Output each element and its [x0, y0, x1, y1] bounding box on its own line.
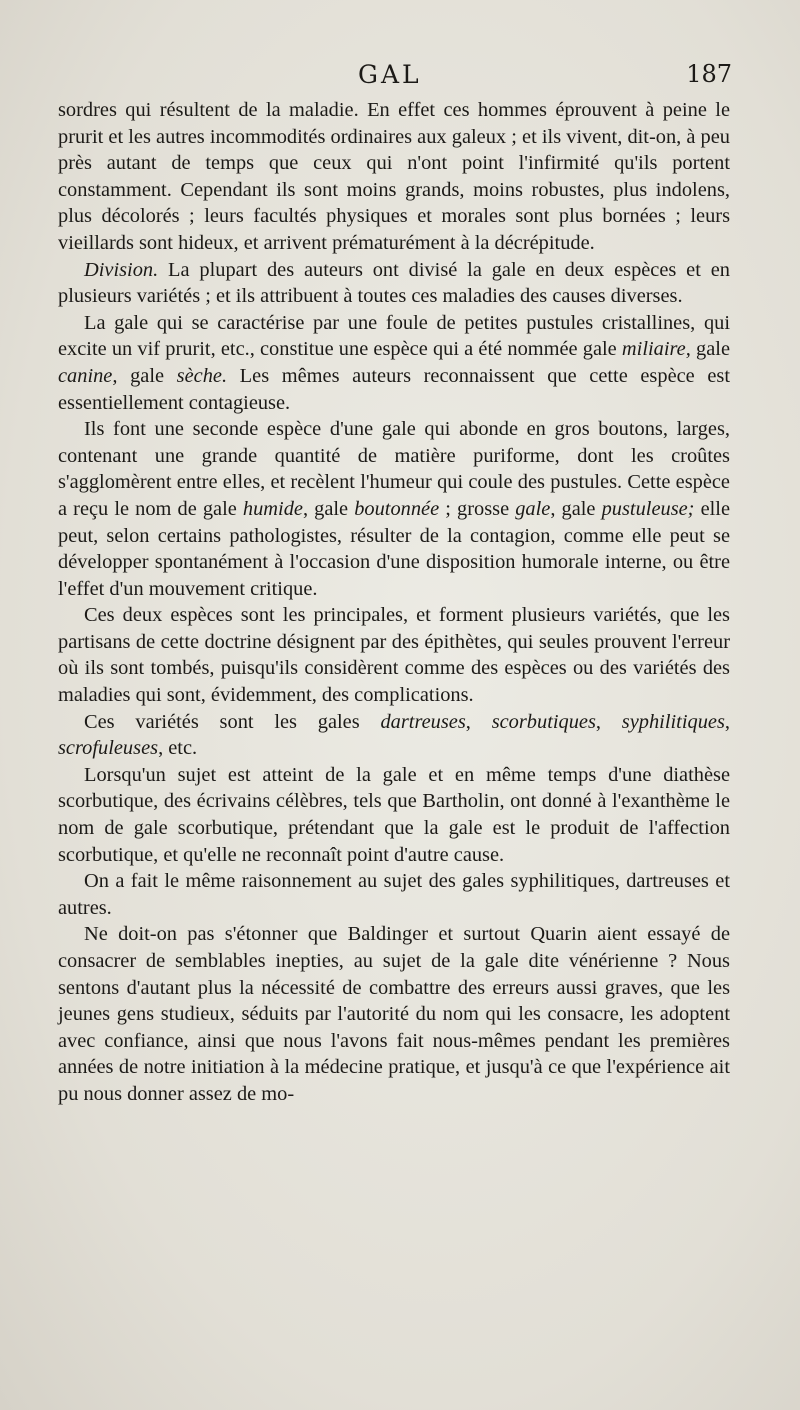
text-run: , etc.: [158, 737, 198, 760]
paragraph-7: [58, 762, 730, 868]
text-run: gale: [117, 364, 177, 387]
text-run: , gale: [550, 497, 602, 520]
italic-term: syphilitiques: [621, 710, 725, 733]
text-run: ,: [465, 710, 492, 733]
text-run: , gale: [302, 497, 355, 520]
text-run: ,: [595, 710, 622, 733]
text-run: ,: [724, 710, 730, 733]
paragraph-2: [58, 257, 730, 310]
running-head: GAL: [358, 60, 422, 89]
italic-term: scrofuleuses: [58, 737, 159, 760]
paragraph-5: [58, 602, 730, 708]
italic-term: dartreuses: [380, 710, 466, 733]
text-run: Ne doit-on pas s'étonner que Baldinger et surtout Quarin aient essayé de consacrer de semblables inepties, au sujet de la gale dite vénérienne ? Nous sentons d'autant plus la nécessité de combattre des erreurs aussi graves, que les jeunes gens studieux, séduits par l'autorité du nom qui les consacre, les adoptent avec confiance, ainsi que nous l'avons fait nous-mêmes pendant les premières années de notre initiation à la médecine pratique, et jusqu'à ce que l'expérience ait pu nous donner assez de mo-: [58, 923, 730, 1105]
text-run: Lorsqu'un sujet est atteint de la gale et en même temps d'une diathèse scorbutique, des écrivains célèbres, tels que Bartholin, ont donné à l'exanthème le nom de gale scorbutique, prétendant que la gale est le produit de l'affection scorbutique, et qu'elle ne reconnaît point d'autre cause.: [58, 763, 730, 866]
paragraph-9: [58, 921, 730, 1107]
italic-term: miliaire,: [621, 338, 691, 361]
page-number: 187: [686, 60, 732, 88]
text-run: Ces deux espèces sont les principales, et forment plusieurs variétés, que les partisans de cette doctrine désignent par des épithètes, qui seules prouvent l'erreur où ils sont tombés, puisqu'ils considèrent comme des espèces ou des variétés des maladies qui sont, évidemment, des complications.: [58, 604, 730, 707]
text-run: La gale qui se caractérise par une foule de petites pustules cristallines, qui excite un vif prurit, etc., constitue une espèce qui a été nommée gale: [58, 311, 730, 361]
text-run: ; grosse: [439, 497, 516, 520]
text-run: Ils font une seconde espèce d'une gale qui abonde en gros boutons, larges, contenant une grande quantité de matière puriforme, dont les croûtes s'agglomèrent entre elles, et recèlent l'humeur qui coule des pustules. Cette espèce a reçu le nom de gale: [58, 418, 730, 520]
paragraph-3: [58, 310, 730, 416]
paragraph-6: [58, 709, 730, 762]
italic-term: gale: [515, 497, 551, 520]
italic-term: boutonnée: [354, 497, 440, 520]
text-run: Les mêmes auteurs reconnaissent que cette espèce est essentiellement contagieuse.: [58, 364, 730, 414]
italic-term: scorbutiques: [491, 710, 596, 733]
text-run: On a fait le même raisonnement au sujet des gales syphilitiques, dartreuses et autres.: [58, 870, 730, 919]
italic-term: pustuleuse;: [601, 497, 695, 520]
italic-term: sèche.: [176, 364, 228, 387]
page-header: [58, 58, 740, 94]
text-run: Ces variétés sont les gales: [84, 710, 381, 733]
text-run: sordres qui résultent de la maladie. En effet ces hommes éprouvent à peine le prurit et les autres incommodités ordinaires aux galeux ; et ils vivent, dit-on, à peu près autant de temps que ceux qui n'ont point l'infirmité qu'ils portent constamment. Cependant ils sont moins grands, moins robustes, plus indolens, plus décolorés ; leurs facultés physiques et morales sont plus bornées ; leurs vieillards sont hideux, et arrivent prématurément à la décrépitude.: [58, 99, 730, 254]
paragraph-1: [58, 97, 730, 257]
text-run: elle peut, selon certains pathologistes, résulter de la contagion, comme elle peut se développer spontanément à l'occasion d'une disposition humorale interne, ou être l'effet d'un mouvement critique.: [58, 497, 730, 600]
italic-term: Division.: [84, 258, 159, 281]
text-run: La plupart des auteurs ont divisé la gale en deux espèces et en plusieurs variétés ; et ils attribuent à toutes ces maladies des causes diverses.: [58, 258, 730, 308]
italic-term: canine,: [58, 364, 118, 387]
italic-term: humide: [242, 497, 303, 520]
text-run: gale: [690, 338, 730, 361]
page-body: [58, 97, 730, 1108]
paragraph-4: [58, 416, 730, 602]
paragraph-8: [58, 868, 730, 921]
